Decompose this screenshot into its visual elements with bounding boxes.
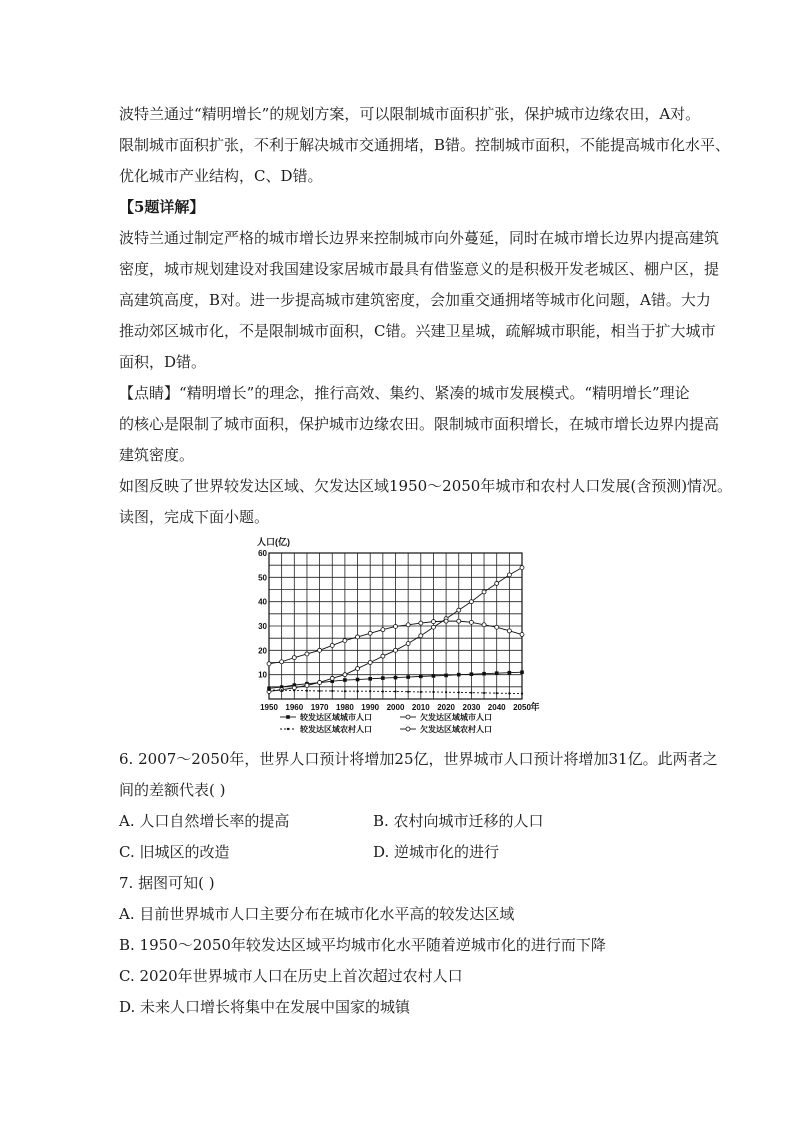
data-point-1 [444, 674, 448, 678]
data-point-1 [356, 678, 360, 682]
data-point-3 [281, 689, 283, 691]
x-tick-label: 2050 [513, 703, 531, 712]
data-point-1 [419, 675, 423, 679]
data-point-3 [432, 691, 434, 693]
data-point-4 [368, 631, 372, 635]
line-p4-2: 读图，完成下面小题。 [119, 508, 270, 526]
data-point-3 [458, 691, 460, 693]
x-tick-label: 1960 [285, 703, 304, 712]
data-point-3 [356, 690, 358, 692]
data-point-2 [305, 683, 309, 687]
data-point-2 [318, 680, 322, 684]
data-point-4 [292, 656, 296, 660]
data-point-1 [343, 678, 347, 682]
data-point-1 [406, 675, 410, 679]
data-point-3 [331, 690, 333, 692]
x-tick-label: 1970 [310, 703, 329, 712]
data-point-1 [368, 677, 372, 681]
data-point-2 [495, 581, 499, 585]
data-point-3 [344, 690, 346, 692]
legend-marker-3 [287, 728, 289, 730]
question-6-line-2: 间的差额代表( ) [119, 781, 226, 799]
legend-label: 欠发达区域农村人口 [420, 725, 492, 734]
data-point-4 [280, 660, 284, 664]
x-tick-label: 2010 [411, 703, 430, 712]
x-tick-label: 2040 [487, 703, 506, 712]
data-point-4 [419, 621, 423, 625]
data-point-4 [482, 623, 486, 627]
data-point-3 [268, 689, 270, 691]
data-point-3 [293, 689, 295, 691]
data-point-2 [356, 667, 360, 671]
data-point-4 [330, 643, 334, 647]
data-point-3 [470, 692, 472, 694]
data-point-4 [406, 623, 410, 627]
y-tick-label: 10 [258, 670, 267, 680]
data-point-2 [520, 566, 524, 570]
data-point-4 [381, 628, 385, 632]
data-point-1 [508, 671, 512, 675]
x-tick-label: 2020 [437, 703, 455, 712]
data-point-4 [356, 635, 360, 639]
data-point-2 [343, 673, 347, 677]
data-point-2 [419, 634, 423, 638]
x-tick-label: 2000 [386, 703, 405, 712]
line-p2-1: 波特兰通过制定严格的城市增长边界来控制城市向外蔓延，同时在城市增长边界内提高建筑 [119, 229, 720, 247]
data-point-4 [520, 633, 524, 637]
legend-label: 较发达区域城市人口 [300, 713, 372, 722]
line-p2-2: 密度，城市规划建设对我国建设家居城市最具有借鉴意义的是积极开发老城区、棚户区，提 [119, 260, 720, 278]
line-p3-2: 的核心是限制了城市面积，保护城市边缘农田。限制城市面积增长，在城市增长边界内提高 [119, 415, 720, 433]
legend-marker-4 [406, 727, 410, 731]
y-tick-label: 20 [258, 646, 267, 656]
data-point-4 [444, 619, 448, 623]
legend-label: 欠发达区域城市人口 [420, 713, 492, 722]
q7-option-b: B. 1950～2050年较发达区域平均城市化水平随着逆城市化的进行而下降 [119, 936, 606, 954]
legend-marker-2 [406, 715, 410, 719]
data-point-4 [507, 629, 511, 633]
question-7: 7. 据图可知( ) [119, 874, 215, 892]
data-point-1 [394, 676, 398, 680]
data-point-3 [306, 690, 308, 692]
data-point-4 [495, 625, 499, 629]
data-point-2 [469, 600, 473, 604]
data-point-3 [508, 692, 510, 694]
data-point-4 [318, 648, 322, 652]
data-point-4 [305, 652, 309, 656]
line-p1-2: 限制城市面积扩张，不利于解决城市交通拥堵，B错。控制城市面积，不能提高城市化水平、 [119, 136, 731, 154]
q6-option-d: D. 逆城市化的进行 [373, 843, 500, 861]
population-chart [252, 532, 552, 737]
q7-option-a: A. 目前世界城市人口主要分布在城市化水平高的较发达区域 [119, 905, 515, 923]
question-6-line-1: 6. 2007～2050年，世界人口预计将增加25亿，世界城市人口预计将增加31亿。此两者之 [119, 750, 718, 768]
data-point-3 [483, 692, 485, 694]
data-point-4 [394, 624, 398, 628]
data-point-3 [496, 692, 498, 694]
x-axis-unit: 年 [530, 702, 540, 712]
data-point-3 [394, 690, 396, 692]
x-tick-label: 2030 [462, 703, 481, 712]
data-point-4 [343, 639, 347, 643]
data-point-1 [470, 672, 474, 676]
line-p2-5: 面积，D错。 [119, 353, 207, 371]
line-p2-4: 推动郊区城市化，不是限制城市面积，C错。兴建卫星城，疏解城市职能，相当于扩大城市 [119, 322, 716, 340]
heading-q5-explain: 【5题详解】 [119, 198, 205, 216]
q7-option-d: D. 未来人口增长将集中在发展中国家的城镇 [119, 998, 411, 1016]
data-point-1 [520, 670, 524, 674]
data-point-4 [457, 619, 461, 623]
data-point-3 [521, 693, 523, 695]
data-point-3 [445, 691, 447, 693]
data-point-3 [369, 690, 371, 692]
line-p2-3: 高建筑高度，B对。进一步提高城市建筑密度，会加重交通拥堵等城市化问题，A错。大力 [119, 291, 711, 309]
line-p1-1: 波特兰通过“精明增长”的规划方案，可以限制城市面积扩张，保护城市边缘农田，A对。 [119, 105, 701, 123]
data-point-3 [319, 690, 321, 692]
data-point-3 [382, 690, 384, 692]
data-point-2 [482, 590, 486, 594]
data-point-1 [482, 672, 486, 676]
y-tick-label: 60 [258, 549, 267, 558]
y-tick-label: 50 [258, 573, 267, 583]
line-p3-1: 【点睛】“精明增长”的理念，推行高效、集约、紧凑的城市发展模式。“精明增长”理论 [119, 384, 690, 402]
y-tick-label: 40 [258, 597, 267, 607]
data-point-2 [457, 608, 461, 612]
q7-option-c: C. 2020年世界城市人口在历史上首次超过农村人口 [119, 967, 463, 985]
line-p3-3: 建筑密度。 [119, 446, 195, 464]
legend-marker-1 [286, 715, 290, 719]
q6-option-a: A. 人口自然增长率的提高 [119, 812, 290, 830]
data-point-1 [495, 671, 499, 675]
data-point-1 [432, 674, 436, 678]
q6-option-c: C. 旧城区的改造 [119, 843, 230, 861]
data-point-2 [431, 625, 435, 629]
data-point-4 [267, 662, 271, 666]
x-tick-label: 1980 [336, 703, 354, 712]
data-point-1 [381, 676, 385, 680]
line-p1-3: 优化城市产业结构，C、D错。 [119, 167, 323, 185]
x-tick-label: 1990 [361, 703, 380, 712]
q6-option-b: B. 农村向城市迁移的人口 [373, 812, 544, 830]
legend-label: 较发达区域农村人口 [300, 725, 372, 734]
y-tick-label: 30 [258, 622, 267, 631]
y-axis-title: 人口(亿) [257, 537, 290, 547]
data-point-1 [457, 673, 461, 677]
line-p4-1: 如图反映了世界较发达区域、欠发达区域1950～2050年城市和农村人口发展(含预测)情况。 [119, 477, 733, 495]
data-point-4 [469, 620, 473, 624]
data-point-3 [420, 691, 422, 693]
data-point-2 [368, 661, 372, 665]
data-point-2 [507, 573, 511, 577]
data-point-4 [431, 620, 435, 624]
x-tick-label: 1950 [260, 703, 278, 712]
data-point-2 [394, 648, 398, 652]
data-point-3 [407, 691, 409, 693]
data-point-2 [292, 686, 296, 690]
data-point-2 [330, 676, 334, 680]
data-point-2 [406, 642, 410, 646]
data-point-2 [381, 654, 385, 658]
